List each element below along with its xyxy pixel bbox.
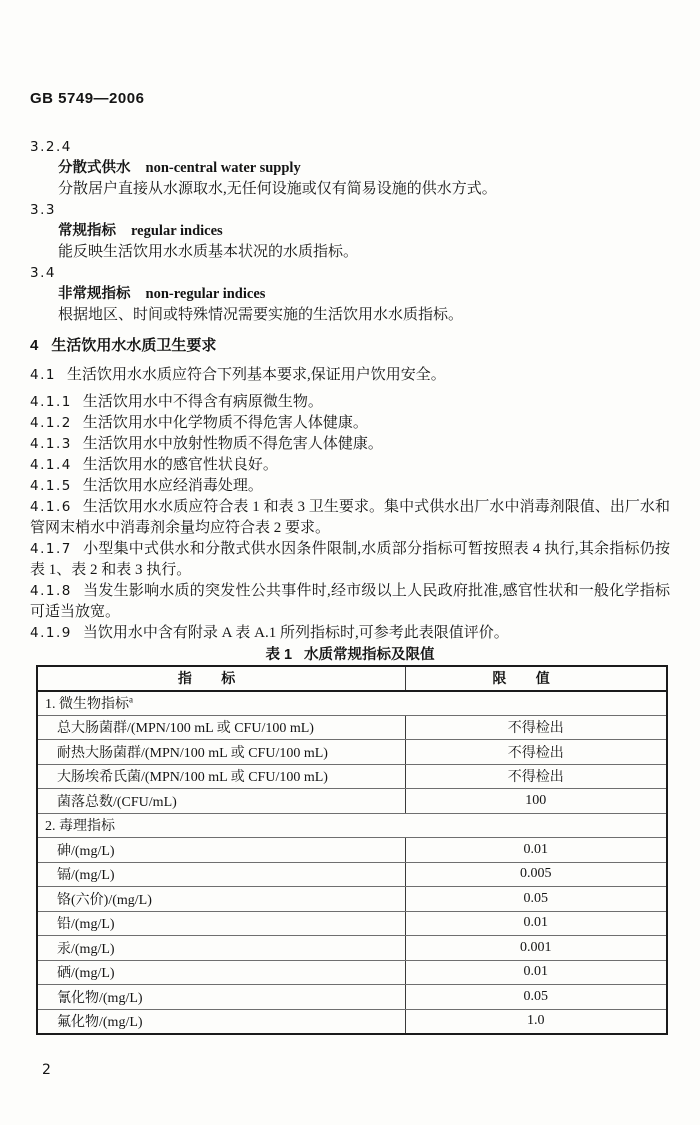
section-row bbox=[37, 813, 667, 838]
limit-cell: 0.05 bbox=[405, 887, 667, 912]
clause-number: 4.1.4 bbox=[30, 457, 72, 473]
table-row bbox=[37, 764, 667, 789]
term-definition: 根据地区、时间或特殊情况需要实施的生活饮用水水质指标。 bbox=[58, 307, 464, 323]
clause-text: 生活饮用水水质应符合下列基本要求,保证用户饮用安全。 bbox=[66, 367, 446, 383]
limit-cell: 1.0 bbox=[527, 1013, 545, 1028]
table-row bbox=[37, 887, 667, 912]
limit-cell: 不得检出 bbox=[405, 740, 667, 765]
clause-number: 4.1.1 bbox=[30, 394, 72, 410]
indicator-cell: 菌落总数/(CFU/mL) bbox=[37, 789, 405, 814]
term-en: regular indices bbox=[131, 223, 223, 239]
indicator-cell: 砷/(mg/L) bbox=[37, 838, 405, 863]
table-header-row bbox=[37, 666, 667, 691]
table-row bbox=[37, 936, 667, 961]
term-line bbox=[30, 284, 670, 305]
indicator-cell: 大肠埃希氏菌/(MPN/100 mL 或 CFU/100 mL) bbox=[37, 764, 405, 789]
indicator-cell: 氰化物/(mg/L) bbox=[37, 985, 405, 1010]
footnote-marker: a bbox=[129, 694, 133, 705]
clause-number: 4.1.9 bbox=[30, 625, 72, 641]
indicator-cell: 总大肠菌群/(MPN/100 mL 或 CFU/100 mL) bbox=[37, 715, 405, 740]
term-block bbox=[30, 200, 670, 263]
header-limit: 限值 bbox=[405, 666, 667, 691]
term-zh: 分散式供水 bbox=[58, 160, 131, 176]
section-label: 1. 微生物指标$^a$ bbox=[37, 691, 667, 716]
header-indicator: 指标 bbox=[37, 666, 405, 691]
term-en: non-regular indices bbox=[145, 286, 266, 302]
term-zh: 非常规指标 bbox=[58, 286, 131, 302]
term-zh: 常规指标 bbox=[58, 223, 116, 239]
table-row bbox=[37, 715, 667, 740]
table-row bbox=[37, 985, 667, 1010]
table-row bbox=[37, 960, 667, 985]
clause-number: 4.1.3 bbox=[30, 436, 72, 452]
clause-number: 4.1.8 bbox=[30, 583, 72, 599]
table-row bbox=[37, 911, 667, 936]
table-row bbox=[37, 740, 667, 765]
clause-text: 生活饮用水中不得含有病原微生物。 bbox=[82, 394, 323, 410]
clause-number: 4.1.7 bbox=[30, 541, 72, 557]
section-label: 2. 毒理指标 bbox=[37, 813, 667, 838]
term-block bbox=[30, 137, 670, 200]
limit-cell: 100 bbox=[405, 789, 667, 814]
section-row bbox=[37, 691, 667, 716]
clause-text: 生活饮用水应经消毒处理。 bbox=[82, 478, 263, 494]
clause bbox=[30, 539, 670, 581]
clause bbox=[30, 365, 670, 386]
limit-cell: 0.005 bbox=[405, 862, 667, 887]
clause-number: 4.1.2 bbox=[30, 415, 72, 431]
table-row bbox=[37, 862, 667, 887]
table-row bbox=[37, 838, 667, 863]
clause-text: 生活饮用水中放射性物质不得危害人体健康。 bbox=[82, 436, 383, 452]
indicator-cell: 硒/(mg/L) bbox=[37, 960, 405, 985]
limit-cell: 不得检出 bbox=[405, 715, 667, 740]
clause bbox=[30, 623, 670, 644]
clause-number: 4.1.5 bbox=[30, 478, 72, 494]
table-title-text: 水质常规指标及限值 bbox=[304, 647, 435, 663]
limit-cell: 0.01 bbox=[405, 838, 667, 863]
indicator-cell: 镉/(mg/L) bbox=[37, 862, 405, 887]
clause-number: 4.1.6 bbox=[30, 499, 72, 515]
clause-number: 3.2.4 bbox=[30, 139, 72, 155]
page-number: 2 bbox=[42, 1061, 51, 1078]
indicator-cell: 铬(六价)/(mg/L) bbox=[37, 887, 405, 912]
clause bbox=[30, 455, 670, 476]
clause-number: 3.3 bbox=[30, 202, 56, 218]
chapter-heading bbox=[30, 335, 670, 357]
clause bbox=[30, 497, 670, 539]
clause-number: 4.1 bbox=[30, 367, 56, 383]
page-content bbox=[30, 88, 670, 1078]
table-row bbox=[37, 1009, 667, 1034]
indicator-cell: 氟化物/(mg/L) bbox=[37, 1009, 405, 1034]
indicator-cell: 铅/(mg/L) bbox=[37, 911, 405, 936]
table-label: 表 1 bbox=[265, 647, 293, 663]
chapter-title: 生活饮用水水质卫生要求 bbox=[51, 337, 217, 354]
clause-text: 当发生影响水质的突发性公共事件时,经市级以上人民政府批准,感官性状和一般化学指标可适当放宽。 bbox=[30, 583, 670, 620]
clause bbox=[30, 434, 670, 455]
clause bbox=[30, 476, 670, 497]
clause-text: 生活饮用水的感官性状良好。 bbox=[82, 457, 278, 473]
term-definition: 能反映生活饮用水水质基本状况的水质指标。 bbox=[58, 244, 359, 260]
limit-cell: 0.01 bbox=[405, 960, 667, 985]
indicator-cell: 汞/(mg/L) bbox=[37, 936, 405, 961]
clause-text: 小型集中式供水和分散式供水因条件限制,水质部分指标可暂按照表 4 执行,其余指标仍按表 1、表 2 和表 3 执行。 bbox=[30, 541, 670, 578]
term-definition: 分散居户直接从水源取水,无任何设施或仅有简易设施的供水方式。 bbox=[58, 181, 497, 197]
clause-text: 生活饮用水中化学物质不得危害人体健康。 bbox=[82, 415, 368, 431]
standard-code: GB 5749—2006 bbox=[30, 90, 145, 107]
water-quality-indices-table bbox=[36, 665, 668, 1035]
clause-text: 当饮用水中含有附录 A 表 A.1 所列指标时,可参考此表限值评价。 bbox=[82, 625, 509, 641]
indicator-cell: 耐热大肠菌群/(MPN/100 mL 或 CFU/100 mL) bbox=[37, 740, 405, 765]
clause bbox=[30, 413, 670, 434]
limit-cell: 0.001 bbox=[405, 936, 667, 961]
table-row bbox=[37, 789, 667, 814]
limit-cell: 不得检出 bbox=[405, 764, 667, 789]
limit-cell: 0.01 bbox=[405, 911, 667, 936]
limit-cell: 0.05 bbox=[405, 985, 667, 1010]
term-line bbox=[30, 158, 670, 179]
clause-number: 3.4 bbox=[30, 265, 56, 281]
clause bbox=[30, 581, 670, 623]
term-en: non-central water supply bbox=[145, 160, 301, 176]
clause bbox=[30, 392, 670, 413]
chapter-number: 4 bbox=[30, 337, 39, 354]
terms-section bbox=[30, 137, 670, 326]
term-line bbox=[30, 221, 670, 242]
table-title bbox=[30, 646, 670, 664]
clause-text: 生活饮用水水质应符合表 1 和表 3 卫生要求。集中式供水出厂水中消毒剂限值、出厂水和管网末梢水中消毒剂余量均应符合表 2 要求。 bbox=[30, 499, 670, 536]
clauses-section bbox=[30, 365, 670, 644]
term-block bbox=[30, 263, 670, 326]
